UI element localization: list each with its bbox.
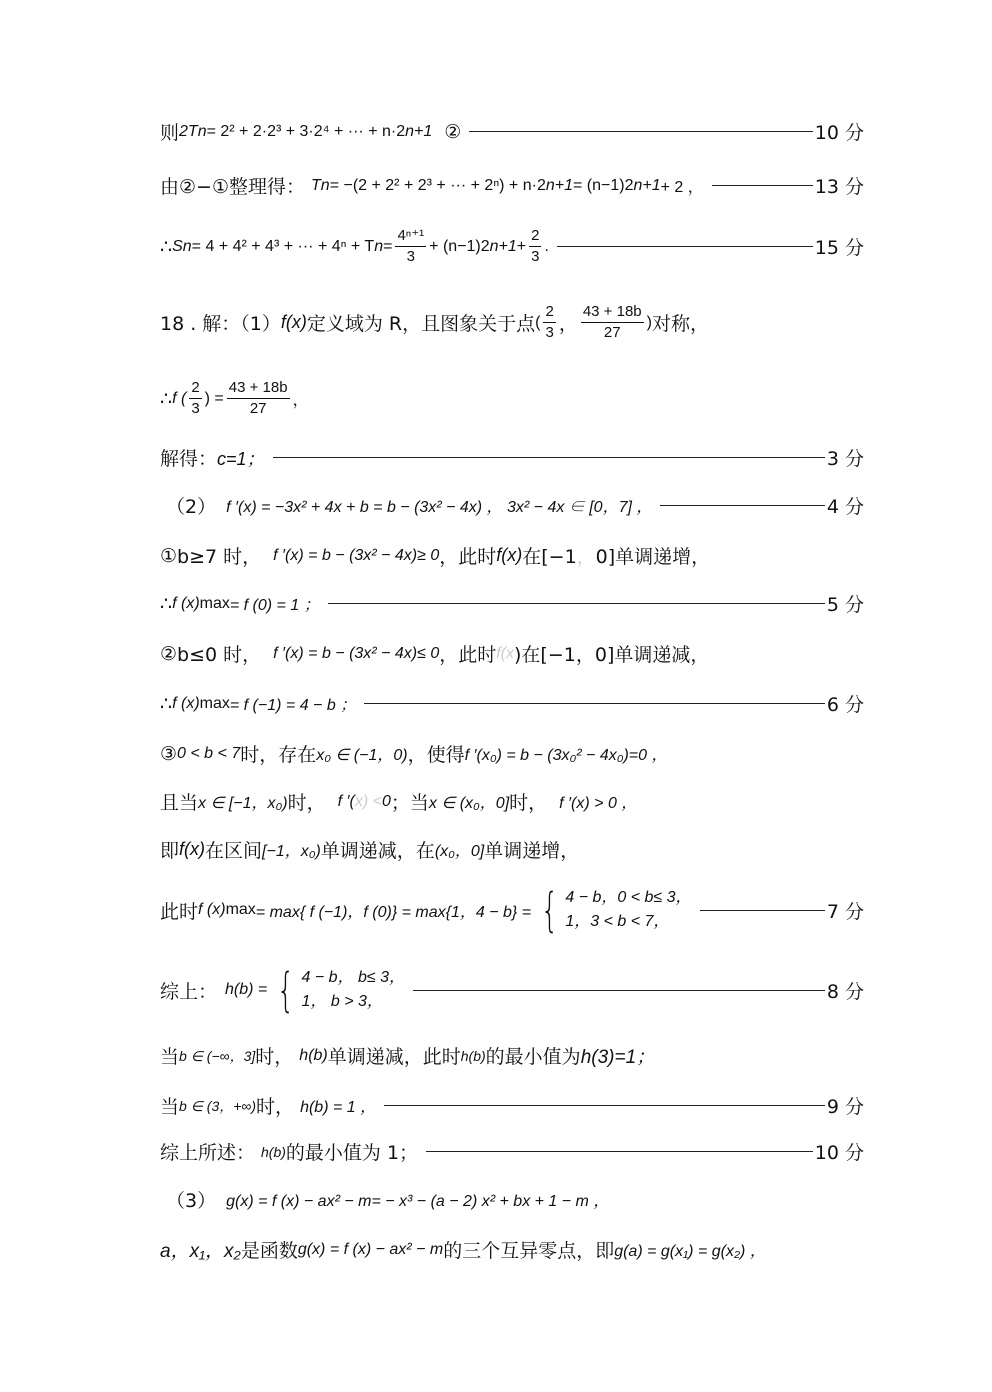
text: )在[−1，0]单调递减， xyxy=(514,644,710,666)
math: = f (−1) = 4 − b ； xyxy=(229,697,357,714)
math: f (x) xyxy=(172,594,200,612)
math: h(3)=1； xyxy=(580,1047,656,1068)
text: ∴ xyxy=(160,387,173,410)
math: f ′( xyxy=(337,792,355,810)
faded-text: ， xyxy=(576,546,596,568)
math: = f (0) = 1 ； xyxy=(229,597,320,614)
leader-line xyxy=(660,505,824,506)
math: = 4 + 4² + 4³ + ··· + 4ⁿ + T xyxy=(191,237,375,255)
faded-text: x) < xyxy=(354,792,382,810)
line-1 xyxy=(160,118,864,145)
numerator: 2 xyxy=(529,226,541,247)
score: 10 分 xyxy=(814,1142,864,1164)
text: ∴ xyxy=(160,692,173,715)
text: 0]单调递增， xyxy=(595,546,711,568)
fraction xyxy=(543,302,555,343)
math: f ′(x) = b − (3x² − 4x)≥ 0 xyxy=(273,546,440,564)
text: 且当 xyxy=(160,792,199,814)
score: 7 分 xyxy=(826,900,864,923)
fraction xyxy=(581,302,644,343)
math: = max{ f (−1)，f (0)} = max{1，4 − b} = xyxy=(255,903,532,921)
case-row: 1， b > 3， xyxy=(301,993,383,1010)
numerator: 4ⁿ⁺¹ xyxy=(395,226,426,247)
denominator: 27 xyxy=(603,324,621,341)
math: 0 < b < 7 xyxy=(177,744,241,762)
leader-line xyxy=(273,457,825,458)
text: 定义域为 R，且图象关于点 xyxy=(306,313,536,335)
text: 在[−1 xyxy=(522,546,577,568)
line-9 xyxy=(160,590,864,617)
math: g(x) = f (x) − ax² − m xyxy=(297,1240,444,1258)
math-sub: max xyxy=(199,694,230,712)
numerator: 2 xyxy=(543,302,555,323)
case-row: 1，3 < b < 7， xyxy=(565,913,670,930)
math: x ∈ [−1，x₀) xyxy=(198,795,288,812)
math: (x₀，0] xyxy=(434,843,485,860)
score: 8 分 xyxy=(826,980,864,1003)
text: ∴ xyxy=(160,592,173,615)
line-6 xyxy=(160,444,864,471)
math: x₀ ∈ (−1，0) xyxy=(316,747,408,764)
text: 综上： xyxy=(160,980,218,1003)
fraction xyxy=(227,378,290,419)
piecewise xyxy=(271,963,406,1017)
text: ， xyxy=(558,313,578,335)
math: f ′(x₀) = b − (3x₀² − 4x₀)=0 ， xyxy=(464,747,668,764)
text: ③ xyxy=(160,742,178,765)
text: 在区间 xyxy=(205,840,263,862)
math-sub: n xyxy=(374,237,384,255)
math-sup: n+1 xyxy=(489,237,517,255)
math: S xyxy=(172,237,183,255)
math: 0 xyxy=(381,792,391,810)
cases xyxy=(565,886,691,934)
math: h(b) xyxy=(261,1143,286,1160)
math: g(x) = f (x) − ax² − m= − x³ − (a − 2) x² + bx + 1 − m ， xyxy=(226,1193,610,1210)
score: 15 分 xyxy=(814,237,864,259)
denominator: 3 xyxy=(545,324,554,341)
line-2 xyxy=(160,172,864,199)
math: = −(2 + 2² + 2³ + ··· + 2ⁿ) + n·2 xyxy=(329,176,546,194)
math: + (n−1)2 xyxy=(429,237,490,255)
text: ；当 xyxy=(390,792,429,814)
text: （2） xyxy=(166,496,217,518)
math: f (x) xyxy=(172,694,200,712)
text: ② xyxy=(160,642,178,665)
math: [−1，x₀) xyxy=(262,843,321,860)
faded-text: f(x xyxy=(496,644,515,662)
piecewise xyxy=(535,883,692,937)
text: 则 xyxy=(160,122,180,144)
math: b ∈ (−∞，3] xyxy=(179,1047,256,1064)
math: + 2 ， xyxy=(660,179,704,196)
math: = (n−1)2 xyxy=(572,176,634,194)
math: a，x₁，x₂ xyxy=(160,1241,241,1262)
math-sub: n xyxy=(197,122,207,140)
score: 9 分 xyxy=(826,1096,864,1118)
denominator: 3 xyxy=(531,248,540,265)
leader-line xyxy=(413,990,825,991)
line-17 xyxy=(160,1042,864,1069)
text: 由②−①整理得： xyxy=(160,176,305,198)
math: g(a) = g(x₁) = g(x₂) ， xyxy=(614,1243,766,1260)
score: 5 分 xyxy=(826,594,864,616)
math: ( xyxy=(535,313,541,331)
math-sup: n+1 xyxy=(405,122,433,140)
math-sub: n xyxy=(320,176,330,194)
math: ) = xyxy=(204,389,224,407)
text: 的三个互异零点，即 xyxy=(443,1240,615,1262)
text: b≤0 时， xyxy=(177,644,262,666)
text: ，此时 xyxy=(439,644,497,666)
text: 此时 xyxy=(160,900,199,923)
math: + xyxy=(516,237,527,255)
math: b ∈ (3，+∞) xyxy=(179,1097,257,1114)
line-21 xyxy=(160,1236,864,1263)
text: 18 . 解：（1） xyxy=(160,313,281,335)
math: . xyxy=(544,237,549,255)
math: h(b) xyxy=(299,1046,328,1064)
text: ① xyxy=(160,544,178,567)
line-4 xyxy=(160,302,864,343)
text: 时， xyxy=(287,792,326,814)
math: h(b) xyxy=(460,1047,486,1064)
fraction xyxy=(189,378,201,419)
leader-line xyxy=(384,1105,825,1106)
text: ∴ xyxy=(160,235,173,258)
denominator: 27 xyxy=(249,400,267,417)
numerator: 43 + 18b xyxy=(581,302,644,323)
line-12 xyxy=(160,740,864,767)
text: 解得： xyxy=(160,448,218,470)
leader-line xyxy=(328,603,825,604)
math: f ′(x) = b − (3x² − 4x)≤ 0 xyxy=(273,644,440,662)
line-10 xyxy=(160,640,864,667)
text: 综上所述： xyxy=(160,1142,256,1164)
leader-line xyxy=(364,703,825,704)
text: 时，存在 xyxy=(240,744,317,766)
score: 13 分 xyxy=(814,176,864,198)
math: f(x) xyxy=(179,839,206,859)
line-15 xyxy=(160,883,864,937)
math-sub: max xyxy=(225,901,256,918)
text: 单调递减，在 xyxy=(320,840,435,862)
text: b≥7 时， xyxy=(177,546,262,568)
cases xyxy=(302,966,406,1014)
case-row: 4 − b，0 < b≤ 3， xyxy=(565,889,692,906)
math: f (x) xyxy=(198,901,226,918)
line-18 xyxy=(160,1092,864,1119)
text: 单调递增， xyxy=(484,840,580,862)
score: 10 分 xyxy=(814,122,864,144)
text: 即 xyxy=(160,840,180,862)
score: 3 分 xyxy=(826,448,864,470)
leader-line xyxy=(712,185,813,186)
math: ， xyxy=(292,392,309,409)
math-sup: n+1 xyxy=(633,176,661,194)
math: h(b) = 1 ， xyxy=(300,1099,377,1116)
text: 时， xyxy=(256,1096,295,1118)
brace-icon: { xyxy=(540,883,559,937)
case-row: 4 − b， b≤ 3， xyxy=(301,969,406,986)
text: 的最小值为 xyxy=(485,1046,581,1068)
math: f(x) xyxy=(280,312,307,332)
denominator: 3 xyxy=(191,400,200,417)
math: x ∈ (x₀，0] xyxy=(428,795,510,812)
fraction xyxy=(395,226,426,267)
line-16 xyxy=(160,963,864,1017)
line-11 xyxy=(160,690,864,717)
line-8 xyxy=(160,542,864,569)
math: h(b) = xyxy=(225,981,268,998)
text: ，使得 xyxy=(407,744,465,766)
math: T xyxy=(311,176,321,194)
line-14 xyxy=(160,836,864,863)
text: 单调递减，此时 xyxy=(327,1046,461,1068)
math: c=1； xyxy=(217,448,265,469)
math-sup: n+1 xyxy=(545,176,573,194)
math: = 2² + 2·2³ + 3·2⁴ + ··· + n·2 xyxy=(206,122,406,140)
fraction xyxy=(529,226,541,267)
leader-line xyxy=(557,246,813,247)
denominator: 3 xyxy=(406,248,415,265)
line-5 xyxy=(160,378,864,419)
math: 2T xyxy=(179,122,198,140)
text: 当 xyxy=(160,1096,180,1118)
math: f ′(x) > 0 ， xyxy=(559,795,638,812)
math: f ′(x) = −3x² + 4x + b = b − (3x² − 4x) ， 3x² − 4x ∈ [0，7] ， xyxy=(226,499,653,516)
score: 6 分 xyxy=(826,694,864,716)
math-sub: n xyxy=(182,237,192,255)
math-sub: max xyxy=(199,594,230,612)
text: 时， xyxy=(255,1046,294,1068)
brace-icon: { xyxy=(277,963,295,1017)
equation-tag: ② xyxy=(444,120,462,143)
leader-line xyxy=(469,131,812,132)
text: 当 xyxy=(160,1046,180,1068)
line-7 xyxy=(160,492,864,519)
leader-line xyxy=(426,1151,813,1152)
math: f(x) xyxy=(496,545,523,565)
numerator: 2 xyxy=(189,378,201,399)
text: 的最小值为 1； xyxy=(285,1142,419,1164)
numerator: 43 + 18b xyxy=(227,378,290,399)
line-3 xyxy=(160,226,864,267)
line-20 xyxy=(160,1186,864,1213)
math: f ( xyxy=(172,389,187,407)
text: 时， xyxy=(509,792,548,814)
math: = xyxy=(383,237,393,255)
text: 对称， xyxy=(651,313,709,335)
line-13 xyxy=(160,788,864,815)
text: 是函数 xyxy=(240,1240,298,1262)
leader-line xyxy=(700,910,825,911)
score: 4 分 xyxy=(826,496,864,518)
line-19 xyxy=(160,1138,864,1165)
text: ，此时 xyxy=(439,546,497,568)
math: ) xyxy=(646,313,652,331)
text: （3） xyxy=(166,1190,217,1212)
